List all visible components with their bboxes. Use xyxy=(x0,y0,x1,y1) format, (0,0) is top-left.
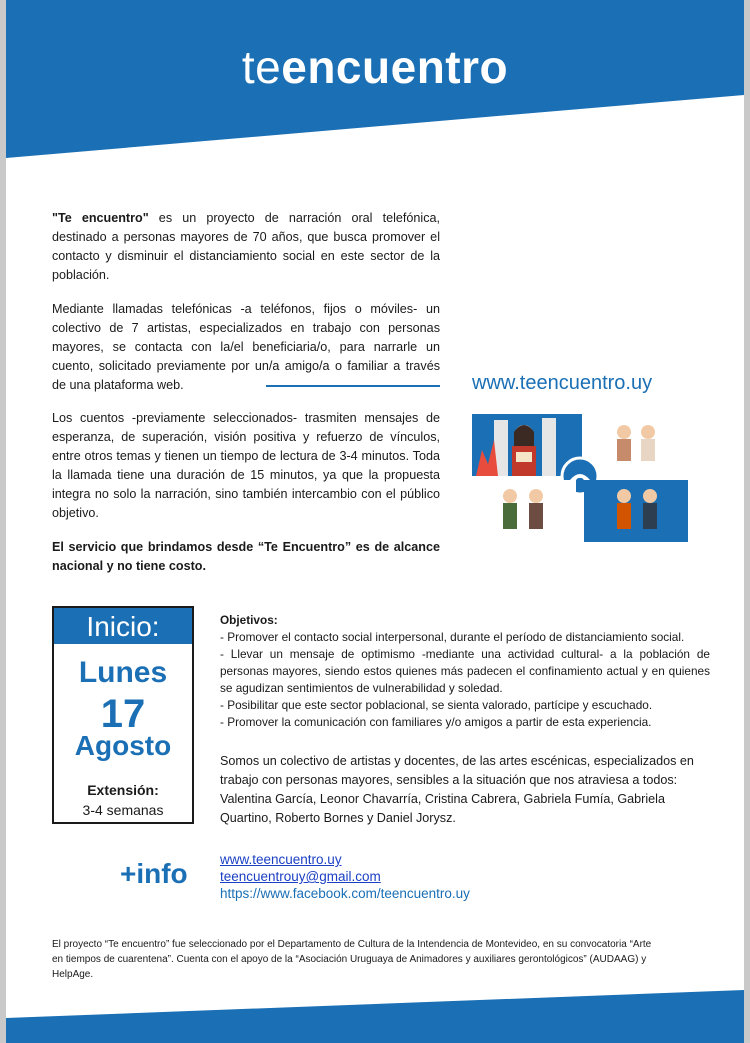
panel-bottom-left xyxy=(472,480,576,546)
info-label: +info xyxy=(120,858,188,889)
facebook-link[interactable]: https://www.facebook.com/teencuentro.uy xyxy=(220,886,470,901)
email-link[interactable]: teencuentrouy@gmail.com xyxy=(220,869,381,884)
elder-3-head xyxy=(503,489,517,503)
footer-band xyxy=(6,990,744,1043)
panel-bottom-right xyxy=(584,480,688,542)
inicio-label: Inicio: xyxy=(54,608,192,644)
inicio-day: Lunes xyxy=(78,656,168,689)
brand-logo-part2: encuentro xyxy=(281,41,509,93)
paragraph-servicio: El servicio que brindamos desde “Te Encuentro” es de alcance nacional y no tiene costo. xyxy=(52,540,440,573)
intro-lead: "Te encuentro" xyxy=(52,211,149,225)
objetivo-item: - Promover la comunicación con familiares y/o amigos a partir de esta experiencia. xyxy=(220,715,652,729)
elder-2-body xyxy=(641,439,655,461)
brand-logo xyxy=(6,40,744,94)
elder-3-body xyxy=(503,503,517,529)
divider-line xyxy=(266,385,440,387)
elder-5-head xyxy=(617,489,631,503)
paragraph-cuentos: Los cuentos -previamente seleccionados- trasmiten mensajes de esperanza, de superación, visión positiva y refuerzo de vínculos, entre otros temas y tienen un tiempo de lectura de 3-4 minutos. Toda la llamada tiene una duración de 15 minutos, ya que la propuesta integra no solo la narración, sino también intercambio con el público objetivo. xyxy=(52,411,440,520)
intro-paragraph xyxy=(52,209,440,285)
info-links xyxy=(220,851,470,902)
inicio-box xyxy=(52,606,194,824)
elder-4-body xyxy=(529,503,543,529)
inicio-month: Agosto xyxy=(74,730,172,761)
elder-6-head xyxy=(643,489,657,503)
elder-1-head xyxy=(617,425,631,439)
paragraph-llamadas: Mediante llamadas telefónicas -a teléfonos, fijos o móviles- un colectivo de 7 artistas, especializados en trabajo con personas mayores, se contacta con la/el beneficiaria/o, para narrarle un cuento, solicitado previamente por un/a amigo/a o familiar a través de una plataforma web. xyxy=(52,302,440,392)
intro-rest: es un proyecto de narración oral telefónica, destinado a personas mayores de 70 años, que busca promover el contacto y disminuir el distanciamiento social en este sector de la población. xyxy=(52,211,440,282)
website-url[interactable]: www.teencuentro.uy xyxy=(472,372,653,394)
colectivo-paragraph: Somos un colectivo de artistas y docentes, de las artes escénicas, especializados en trabajo con personas mayores, sensibles a la situación que nos atraviesa a todos: Valentina García, Leonor Chavarría, Cristina Cabrera, Gabriela Fumía, Gabriela Quartino, Roberto Bornes y Daniel Jorysz. xyxy=(220,754,694,825)
elder-5-body xyxy=(617,503,631,529)
elder-6-body xyxy=(643,503,657,529)
objetivo-item: - Posibilitar que este sector poblacional, se sienta valorado, partícipe y escuchado. xyxy=(220,698,653,712)
flyer-page xyxy=(6,0,744,1043)
brand-logo-part1: te xyxy=(241,41,282,93)
objetivo-item: - Promover el contacto social interpersonal, durante el período de distanciamiento social. xyxy=(220,630,685,644)
objetivo-item: - Llevar un mensaje de optimismo -mediante una actividad cultural- a la población de personas mayores, siendo estos quienes más padecen el confinamiento actual y en quienes se agudizan sentimientos de vulnerabilidad y soledad. xyxy=(220,647,710,695)
panel-top-right xyxy=(584,414,688,476)
extension-label: Extensión: xyxy=(87,782,159,798)
book-stack-2 xyxy=(542,418,556,476)
elder-4-head xyxy=(529,489,543,503)
illustration-collage xyxy=(472,410,688,546)
objetivos-title: Objetivos: xyxy=(220,613,278,627)
extension-value: 3-4 semanas xyxy=(82,802,164,818)
footnote: El proyecto “Te encuentro” fue seleccionado por el Departamento de Cultura de la Intendencia de Montevideo, en su convocatoria “Arte en tiempos de cuarentena”. Cuenta con el apoyo de la “Asociación Uruguaya de Animadores y auxiliares gerontológicos” (AUDAAG) y HelpAge. xyxy=(52,939,652,980)
storyteller-book xyxy=(516,452,532,462)
elder-2-head xyxy=(641,425,655,439)
storyteller-hair xyxy=(514,425,534,448)
objetivos-section xyxy=(220,612,710,731)
inicio-number: 17 xyxy=(100,692,146,736)
website-link[interactable]: www.teencuentro.uy xyxy=(220,852,342,867)
elder-1-body xyxy=(617,439,631,461)
